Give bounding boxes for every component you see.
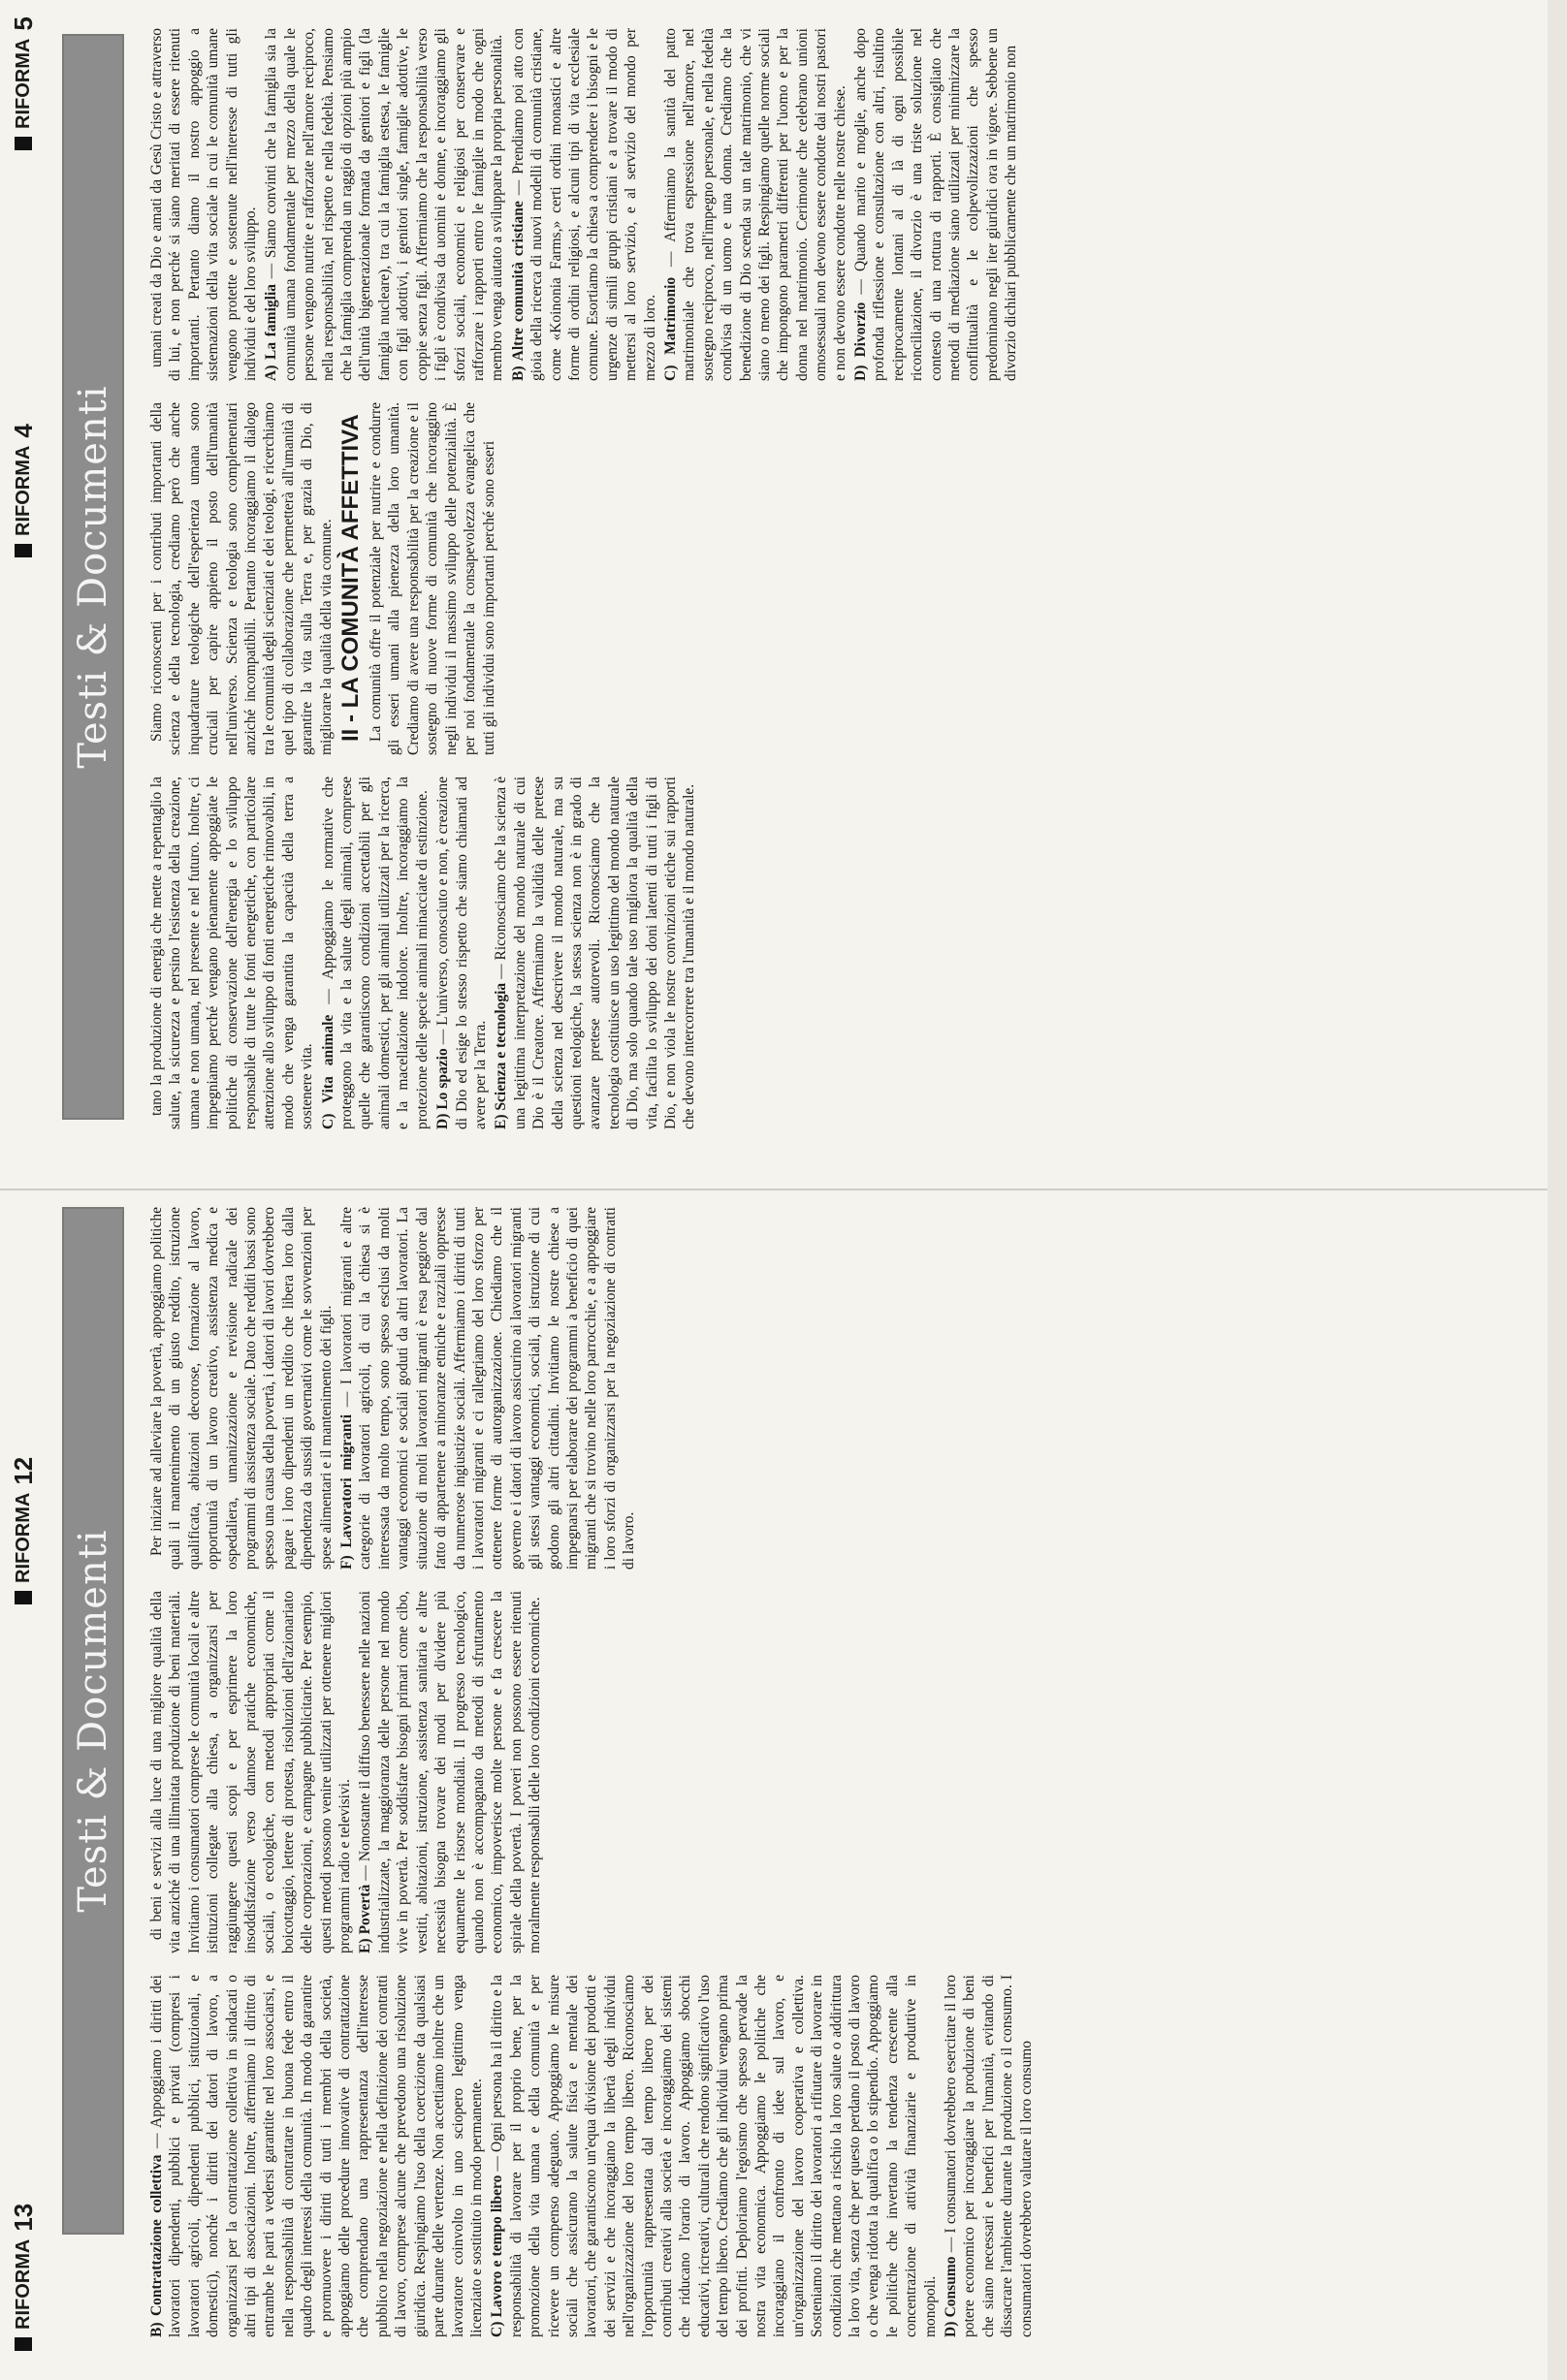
- text-column: [147, 1207, 1544, 1570]
- page-header-right: [4, 424, 43, 557]
- paragraph: F) Lavoratori migranti — I lavoratori migranti e altre categorie di lavoratori agricoli, di cui la chiesa si è interessata da molto tempo, sono spesso esclusi da molti vantaggi economici e sociali goduti da altri lavoratori. La situazione di molti lavoratori migranti è resa peggiore dal fatto di appartenere a minoranze etniche e razziali oppresse da numerose ingiustizie sociali. Affermiamo i diritti di tutti i lavoratori migranti e ci rallegriamo del loro sforzo per ottenere forme di autorganizzazione. Chiediamo che il governo e i datori di lavoro assicurino ai lavoratori migranti gli stessi vantaggi economici, sociali, di istruzione di cui godono gli altri cittadini. Invitiamo le nostre chiese a impegnarsi per elaborare dei programmi a beneficio di quei migranti che si trovino nelle loro parrocchie, e a appoggiare i loro sforzi di organizzarsi per la negoziazione di contratti di lavoro.: [338, 1207, 638, 1570]
- paragraph: B) Altre comunità cristiane — Prendiamo poi atto con gioia della ricerca di nuovi modelli di comunità cristiane, come «Koinonia Farms,» certi ordini monastici e altre forme di ordini religiosi, e alcuni tipi di vita ecclesiale comune. Esortiamo la chiesa a comprendere i bisogni e le urgenze di simili gruppi cristiani e a trovare il modo di mettersi al loro servizio, e al servizio del mondo per mezzo di loro.: [509, 28, 658, 381]
- paragraph: La comunità offre il potenziale per nutrire e condurre gli esseri umani alla pienezza della loro umanità. Crediamo di avere una responsabilità per la creazione e il sostegno di nuove forme di comunità che incoraggino negli individui il massimo sviluppo delle potenzialità. È per noi fondamentale la consapevolezza evangelica che tutti gli individui sono importanti perché sono esseri: [368, 402, 497, 755]
- paragraph-heading: C) Lavoro e tempo libero: [489, 2174, 506, 2337]
- section-banner-right: Testi & Documenti: [62, 34, 124, 1120]
- paragraph: D) Consumo — I consumatori dovrebbero esercitare il loro potere economico per incoraggiare la produzione di beni che siano necessari e benefici per l'umanità, evitando di dissacrare l'ambiente durante la produzione o il consumo. I consumatori dovrebbero valutare il loro consumo: [943, 1975, 1035, 2337]
- paragraph-heading: E) Scienza e tecnologia: [493, 982, 510, 1129]
- paragraph: E) Povertà — Nonostante il diffuso benessere nelle nazioni industrializzate, la maggioranza delle persone nel mondo vive in povertà. Per soddisfare bisogni primari come cibo, vestiti, abitazioni, istruzione, assistenza sanitaria e altre necessità bisogna trovare dei modi per dividere più equamente le risorse mondiali. Il progresso tecnologico, quando non è accompagnato da metodi di sfruttamento economico, impoverisce molte persone e fa crescere la spirale della povertà. I poveri non possono essere ritenuti moralmente responsabili delle loro condizioni economiche.: [357, 1591, 544, 1953]
- page-header-left: [4, 2204, 43, 2351]
- header-label: RIFORMA: [12, 2238, 34, 2330]
- paragraph: di beni e servizi alla luce di una migliore qualità della vita anziché di una illimitata produzione di beni materiali. Invitiamo i consumatori comprese le comunità locali e altre istituzioni collegate alla chiesa, a organizzarsi per raggiungere questi scopi e per esprimere la loro insoddisfazione verso dannose pratiche economiche, sociali, o ecologiche, con metodi appropriati come il boicottaggio, lettere di protesta, risoluzioni dell'azionariato delle corporazioni, e campagne pubblicitarie. Per esempio, questi metodi possono venire utilizzati per ottenere migliori programmi radio e televisivi.: [148, 1591, 354, 1953]
- header-page-number: 13: [8, 2203, 38, 2232]
- paragraph: B) Contrattazione collettiva — Appoggiamo i diritti dei lavoratori dipendenti, pubblici e privati (compresi i lavoratori agricoli, dipendenti pubblici, istituzionali, e domestici), nonché i diritti dei datori di lavoro, a organizzarsi per la contrattazione collettiva in sindacati o altri tipi di associazioni. Inoltre, affermiamo il diritto di entrambe le parti a vedersi garantite nel loro associarsi, e nella responsabilità di contrattare in buona fede entro il quadro degli interessi della comunità. In modo da garantire e promuovere i diritti di tutti i membri della società, appoggiamo delle procedure innovative di contrattazione che comprendano una rappresentanza dell'interesse pubblico nella negoziazione e nella definizione dei contratti di lavoro, comprese alcune che prevedono una risoluzione giuridica. Respingiamo l'uso della coercizione da qualsiasi parte durante delle vertenze. Non accettiamo inoltre che un lavoratore coinvolto in uno sciopero legittimo venga licenziato e sostituito in modo permanente.: [148, 1975, 485, 2337]
- section-title: II - LA COMUNITÀ AFFETTIVA: [337, 414, 365, 742]
- paragraph: A) La famiglia — Siamo convinti che la famiglia sia la comunità umana fondamentale per mezzo della quale le persone vengono nutrite e rafforzate nell'amore reciproco, nella responsabilità, nel rispetto e nella fedeltà. Pensiamo che la famiglia comprenda un raggio di opzioni più ampio dell'unità bigenerazionale formata da genitori e figli (la famiglia nucleare), tra cui la famiglia estesa, le famiglie con figli adottivi, i genitori single, famiglie adottive, le coppie senza figli. Affermiamo che la responsabilità verso i figli è condivisa da uomini e donne, e incoraggiamo gli sforzi sociali, economici e religiosi per conservare e rafforzare i rapporti entro le famiglie in modo che ogni membro venga aiutato a sviluppare la propria personalità.: [263, 28, 506, 381]
- paragraph: C) Lavoro e tempo libero — Ogni persona ha il diritto e la responsabilità di lavorare per il proprio bene, per la promozione della vita umana e della comunità e per ricevere un compenso adeguato. Appoggiamo le misure sociali che assicurano la salute fisica e mentale dei lavoratori, che garantiscono un'equa divisione dei prodotti e dei servizi e che incoraggiano la libertà degli individui nell'organizzazione del loro tempo libero. Riconosciamo l'opportunità rappresentata dal tempo libero per dei contributi creativi alla società e incoraggiamo dei sistemi che riducano l'orario di lavoro. Appoggiamo sbocchi educativi, ricreativi, culturali che rendono significativo l'uso del tempo libero. Crediamo che gli individui vengano prima dei profitti. Deploriamo l'egoismo che spesso pervade la nostra vita economica. Appoggiamo le politiche che incoraggiano il confronto di idee sul lavoro, e un'organizzazione del lavoro cooperativa e collettiva. Sosteniamo il diritto dei lavoratori a rifiutare di lavorare in condizioni che mettano a rischio la loro salute o addirittura la loro vita, senza che per questo perdano il posto di lavoro o che venga ridotta la qualifica o lo stipendio. Appoggiamo le politiche che invertano la tendenza crescente alla concentrazione di attività finanziarie e produttive in monopoli.: [489, 1975, 939, 2337]
- page-header-left-2: [4, 1457, 43, 1604]
- header-page-number: 12: [8, 1456, 38, 1485]
- page-fold-divider: [0, 1189, 1567, 1190]
- text-column: [147, 1975, 1544, 2337]
- paragraph-heading: D) Consumo: [943, 2256, 960, 2337]
- paragraph: D) Lo spazio — L'universo, conosciuto e non, è creazione di Dio ed esige lo stesso rispetto che siamo chiamati ad avere per la Terra.: [434, 777, 489, 1129]
- header-page-number: 4: [8, 424, 38, 438]
- header-label: RIFORMA: [12, 1492, 34, 1583]
- text-column: [147, 402, 1544, 755]
- paragraph-heading: C) Vita animale: [319, 1014, 336, 1129]
- paragraph-heading: F) Lavoratori migranti: [338, 1413, 356, 1570]
- paragraph: D) Divorzio — Quando marito e moglie, anche dopo profonda riflessione e consultazione con altri, risultino reciprocamente lontani al di là di ogni possibile riconciliazione, il divorzio è una triste soluzione nel contesto di una rottura di rapporti. È consigliato che metodi di mediazione siano utilizzati per minimizzare la conflittualità e le colpevolizzazioni che spesso predominano negli iter giuridici ora in vigore. Sebbene un divorzio dichiari pubblicamente che un matrimonio non: [852, 28, 1020, 381]
- paragraph-heading: D) Lo spazio: [434, 1048, 452, 1129]
- left-page-columns: [147, 1207, 1544, 2337]
- header-label: RIFORMA: [12, 445, 34, 536]
- paragraph: C) Vita animale — Appoggiamo le normative che proteggono la vita e la salute degli animali, comprese quelle che garantiscono condizioni accettabili per gli animali domestici, per gli animali utilizzati per la ricerca, e la macellazione indolore. Inoltre, incoraggiamo la protezione delle specie animali minacciate di estinzione.: [319, 777, 431, 1129]
- paragraph-heading: A) La famiglia: [263, 283, 280, 381]
- paragraph: E) Scienza e tecnologia — Riconosciamo che la scienza è una legittima interpretazione del mondo naturale di cui Dio è il Creatore. Affermiamo la validità delle pretese della scienza nel descrivere il mondo naturale, ma su questioni teologiche, la stessa scienza non è in grado di avanzare pretese autorevoli. Riconosciamo che la tecnologia costituisce un uso legittimo del mondo naturale di Dio, ma solo quando tale uso migliora la qualità della vita, facilita lo sviluppo dei doni latenti di tutti i figli di Dio, e non viola le nostre convinzioni etiche sui rapporti che devono intercorrere tra l'umanità e il mondo naturale.: [493, 777, 698, 1129]
- header-square-icon: [15, 137, 32, 150]
- paragraph-heading: B) Altre comunità cristiane: [509, 201, 527, 381]
- paragraph-heading: E) Povertà: [357, 1884, 374, 1953]
- section-banner-left: Testi & Documenti: [62, 1207, 124, 2235]
- header-label: RIFORMA: [12, 38, 34, 129]
- header-page-number: 5: [8, 16, 38, 31]
- paragraph: Siamo riconoscenti per i contributi importanti della scienza e della tecnologia, crediamo però che anche inquadrature teologiche dell'esperienza umana sono cruciali per capire appieno il posto dell'umanità nell'universo. Scienza e teologia sono complementari anziché incompatibili. Pertanto incoraggiamo il dialogo tra le comunità degli scienziati e dei teologi, e ricerchiamo quel tipo di collaborazione che permetterà all'umanità di garantire la vita sulla Terra e, per grazia di Dio, di migliorare la qualità della vita comune.: [148, 402, 335, 755]
- page-header-right-2: [4, 16, 43, 150]
- header-square-icon: [15, 544, 32, 557]
- header-square-icon: [15, 1591, 32, 1604]
- paragraph-heading: B) Contrattazione collettiva: [148, 2154, 165, 2337]
- paragraph: Per iniziare ad alleviare la povertà, appoggiamo politiche quali il mantenimento di un giusto reddito, istruzione qualificata, abitazioni decorose, formazione al lavoro, opportunità di un lavoro creativo, assistenza medica e ospedaliera, umanizzazione e revisione radicale dei programmi di assistenza sociale. Dato che redditi bassi sono spesso una causa della povertà, i datori di lavori dovrebbero pagare i loro dipendenti un reddito che libera loro dalla dipendenza da sussidi governativi come le sovvenzioni per spese alimentari e il mantenimento dei figli.: [148, 1207, 335, 1570]
- page-bottom-edge: [1548, 0, 1567, 2380]
- paragraph-heading: D) Divorzio: [852, 301, 870, 381]
- paragraph-heading: C) Matrimonio: [661, 276, 679, 381]
- text-column: [147, 28, 1544, 381]
- text-column: [147, 1591, 1544, 1953]
- text-column: [147, 777, 1544, 1129]
- paragraph: C) Matrimonio — Affermiamo la santità del patto matrimoniale che trova espressione nell'amore, nel sostegno reciproco, nell'impegno personale, e nella fedeltà condivisa di un uomo e una donna. Crediamo che la benedizione di Dio scenda su un tale matrimonio, che vi siano o meno dei figli. Respingiamo quelle norme sociali che impongono parametri differenti per l'uomo e per la donna nel matrimonio. Cerimonie che celebrano unioni omosessuali non devono essere condotte dai nostri pastori e non devono essere condotte nelle nostre chiese.: [661, 28, 848, 381]
- paragraph: umani creati da Dio e amati da Gesù Cristo e attraverso di lui, e non perché si siano meritati di essere ritenuti importanti. Pertanto diamo il nostro appoggio a sistemazioni della vita sociale in cui le comunità umane vengono protette e sostenute nell'interesse di tutti gli individui e del loro sviluppo.: [148, 28, 260, 381]
- right-page-columns: [147, 28, 1544, 1129]
- header-square-icon: [15, 2337, 32, 2351]
- paragraph: tano la produzione di energia che mette a repentaglio la salute, la sicurezza e persino l'esistenza della creazione, umana e non umana, nel presente e nel futuro. Inoltre, ci impegniamo perché vengano pienamente appoggiate le politiche di conservazione dell'energia e lo sviluppo responsabile di tutte le fonti energetiche, con particolare attenzione allo sviluppo di fonti energetiche rinnovabili, in modo che venga garantita la capacità della terra a sostenere vita.: [148, 777, 316, 1129]
